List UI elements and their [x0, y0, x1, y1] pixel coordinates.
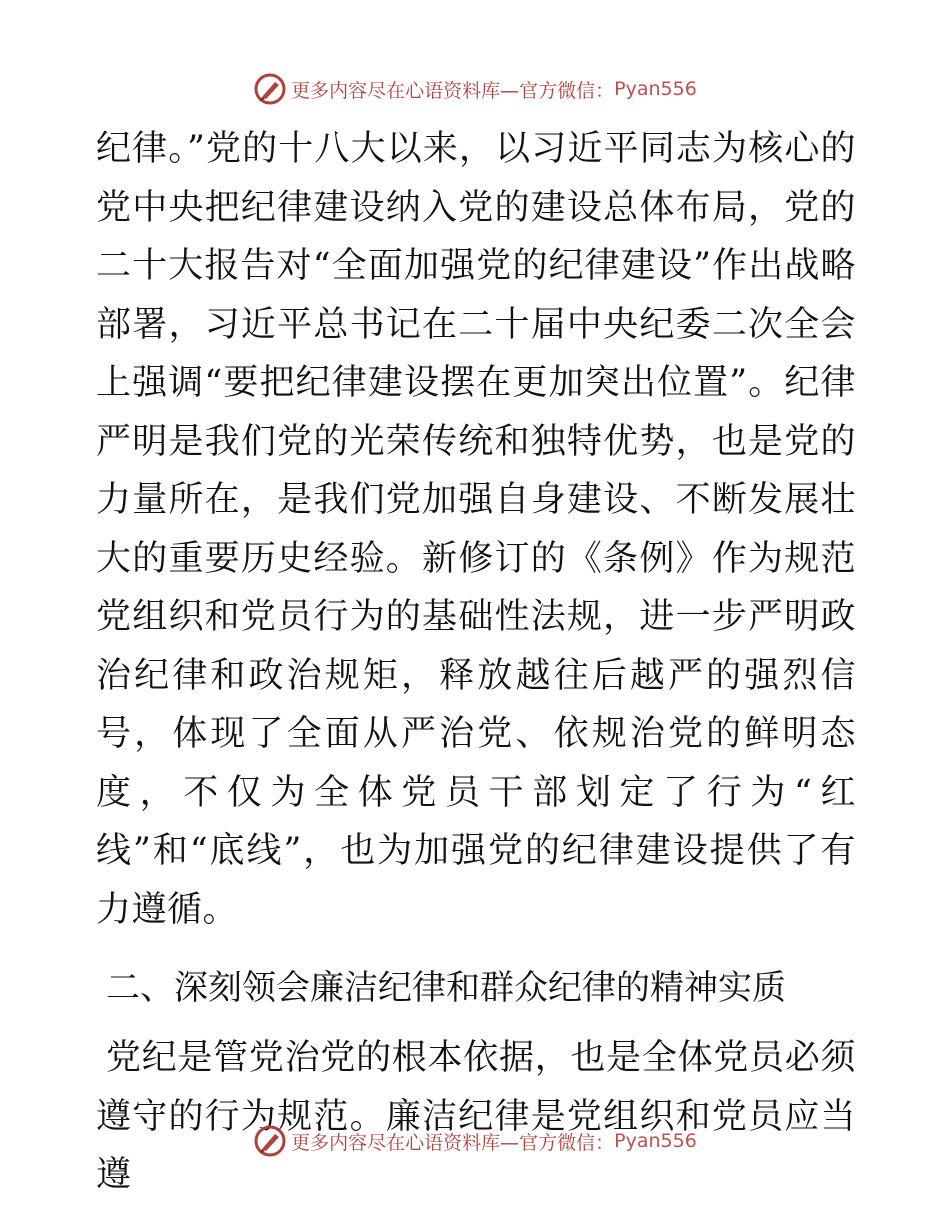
- watermark-wechat-id: Pyan556: [614, 78, 697, 100]
- watermark-wechat-id: Pyan556: [614, 1130, 697, 1152]
- watermark-text: 更多内容尽在心语资料库—官方微信：: [291, 79, 615, 102]
- section-heading: 二、深刻领会廉洁纪律和群众纪律的精神实质: [106, 968, 786, 1008]
- document-body: [96, 120, 856, 1205]
- paragraph-2: 党纪是管党治党的根本依据，也是全体党员必须遵守的行为规范。廉洁纪律是党组织和党员应当遵: [96, 1038, 856, 1195]
- paragraph-1: 纪律。”党的十八大以来，以习近平同志为核心的党中央把纪律建设纳入党的建设总体布局，党的二十大报告对“全面加强党的纪律建设”作出战略部署，习近平总书记在二十届中央纪委二次全会上强调“要把纪律建设摆在更加突出位置”。纪律严明是我们党的光荣传统和独特优势，也是党的力量所在，是我们党加强自身建设、不断发展壮大的重要历史经验。新修订的《条例》作为规范党组织和党员行为的基础性法规，进一步严明政治纪律和政治规矩，释放越往后越严的强烈信号，体现了全面从严治党、依规治党的鲜明态度，不仅为全体党员干部划定了行为“红线”和“底线”，也为加强党的纪律建设提供了有力遵循。: [96, 129, 856, 930]
- pen-logo-icon: [253, 1124, 287, 1158]
- watermark-footer: [0, 1124, 950, 1158]
- watermark-text: 更多内容尽在心语资料库—官方微信：: [291, 1131, 615, 1154]
- pen-logo-icon: [253, 72, 287, 106]
- watermark-header: [0, 72, 950, 106]
